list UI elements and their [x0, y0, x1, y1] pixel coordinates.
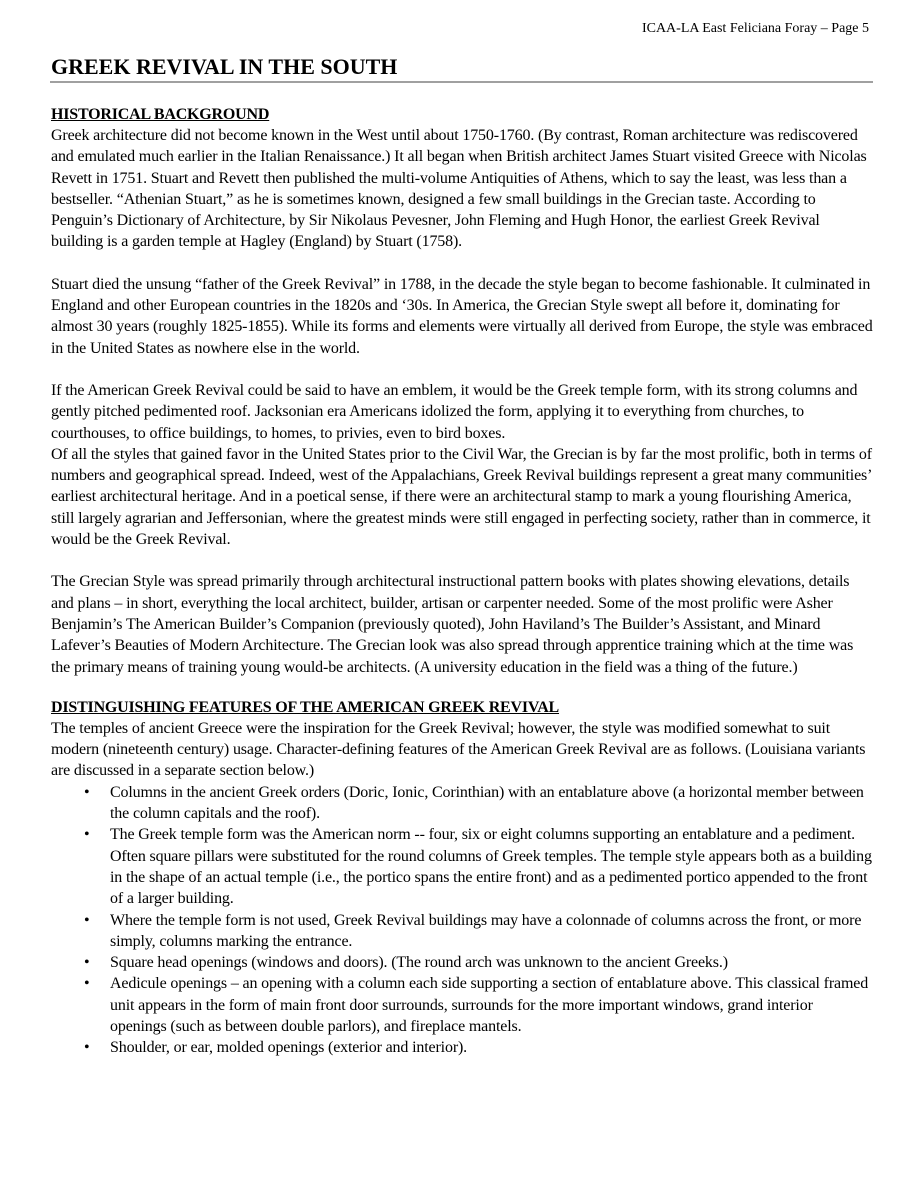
section-heading: DISTINGUISHING FEATURES OF THE AMERICAN GREEK REVIVAL [51, 698, 560, 716]
list-item-text: The Greek temple form was the American norm -- four, six or eight columns supporting an entablature and a pediment. Often square pillars were substituted for the round columns of Greek temples. The temple style appears both as a building in the shape of an actual temple (i.e., the portico spans the entire front) and as a pedimented portico appended to the front of a larger building. [110, 826, 872, 908]
list-item [51, 910, 873, 953]
list-item-text: Where the temple form is not used, Greek Revival buildings may have a colonnade of columns across the front, or more simply, columns marking the entrance. [110, 911, 862, 950]
title-divider [50, 81, 873, 83]
paragraph: Stuart died the unsung “father of the Greek Revival” in 1788, in the decade the style began to become fashionable. It culminated in England and other European countries in the 1820s and ‘30s. In America, the Grecian Style swept all before it, dominating for almost 30 years (roughly 1825-1855). While its forms and elements were virtually all derived from Europe, the style was embraced in the United States as nowhere else in the world. [51, 275, 873, 357]
list-item-text: Aedicule openings – an opening with a column each side supporting a section of entablature above. This classical framed unit appears in the form of main front door surrounds, surrounds for the more important windows, grand interior openings (such as between double parlors), and fireplace mantels. [110, 975, 869, 1035]
running-header: ICAA-LA East Feliciana Foray – Page 5 [641, 21, 869, 36]
paragraph: The temples of ancient Greece were the inspiration for the Greek Revival; however, the style was modified somewhat to suit modern (nineteenth century) usage. Character-defining features of the American Greek Revival are as follows. (Louisiana variants are discussed in a separate section below.) [51, 719, 866, 780]
bullet-icon: • [84, 911, 90, 929]
list-item-text: Shoulder, or ear, molded openings (exterior and interior). [110, 1039, 468, 1057]
list-item [51, 824, 873, 909]
list-item-text: Columns in the ancient Greek orders (Doric, Ionic, Corinthian) with an entablature above (a horizontal member between the column capitals and the roof). [110, 783, 864, 823]
section-heading: HISTORICAL BACKGROUND [51, 106, 270, 123]
bullet-icon: • [84, 783, 90, 801]
bullet-icon: • [84, 954, 90, 972]
list-item [51, 1037, 873, 1058]
bullet-icon: • [84, 1039, 90, 1057]
document-body [51, 104, 873, 1059]
bullet-icon: • [84, 826, 90, 844]
paragraph: If the American Greek Revival could be said to have an emblem, it would be the Greek temple form, with its strong columns and gently pitched pedimented roof. Jacksonian era Americans idolized the form, applying it to everything from churches, to courthouses, to office buildings, to homes, to privies, even to bird boxes. [51, 381, 858, 442]
list-item [51, 782, 873, 825]
bullet-icon: • [84, 975, 90, 993]
section-distinguishing-features [51, 697, 873, 1059]
list-item-text: Square head openings (windows and doors). (The round arch was unknown to the ancient Greeks.) [110, 954, 728, 972]
paragraph: Greek architecture did not become known in the West until about 1750-1760. (By contrast, Roman architecture was rediscovered and emulated much earlier in the Italian Renaissance.) It all began when British architect James Stuart visited Greece with Nicolas Revett in 1751. Stuart and Revett then published the multi-volume Antiquities of Athens, which to say the least, was less than a bestseller. “Athenian Stuart,” as he is sometimes known, designed a few small buildings in the Grecian taste. According to Penguin’s Dictionary of Architecture, by Sir Nikolaus Pevesner, John Fleming and Hugh Honor, the earliest Greek Revival building is a garden temple at Hagley (England) by Stuart (1758). [51, 127, 867, 251]
features-list [51, 782, 873, 1059]
page-title: GREEK REVIVAL IN THE SOUTH [51, 54, 398, 79]
list-item [51, 973, 873, 1037]
section-historical-background [51, 104, 873, 678]
list-item [51, 952, 873, 973]
paragraph: Of all the styles that gained favor in the United States prior to the Civil War, the Grecian is by far the most prolific, both in terms of numbers and geographical spread. Indeed, west of the Appalachians, Greek Revival buildings represent a great many communities’ earliest architectural heritage. And in a poetical sense, if there were an architectural stamp to mark a young flourishing America, still largely agrarian and Jeffersonian, where the greatest minds were still engaged in perfecting society, rather than in commerce, it would be the Greek Revival. [51, 445, 872, 549]
paragraph: The Grecian Style was spread primarily through architectural instructional pattern books with plates showing elevations, details and plans – in short, everything the local architect, builder, artisan or carpenter needed. Some of the most prolific were Asher Benjamin’s The American Builder’s Companion (previously quoted), John Haviland’s The Builder’s Assistant, and Minard Lafever’s Beauties of Modern Architecture. The Grecian look was also spread through apprentice training which at the time was the primary means of training young would-be architects. (A university education in the field was a thing of the future.) [51, 573, 854, 676]
